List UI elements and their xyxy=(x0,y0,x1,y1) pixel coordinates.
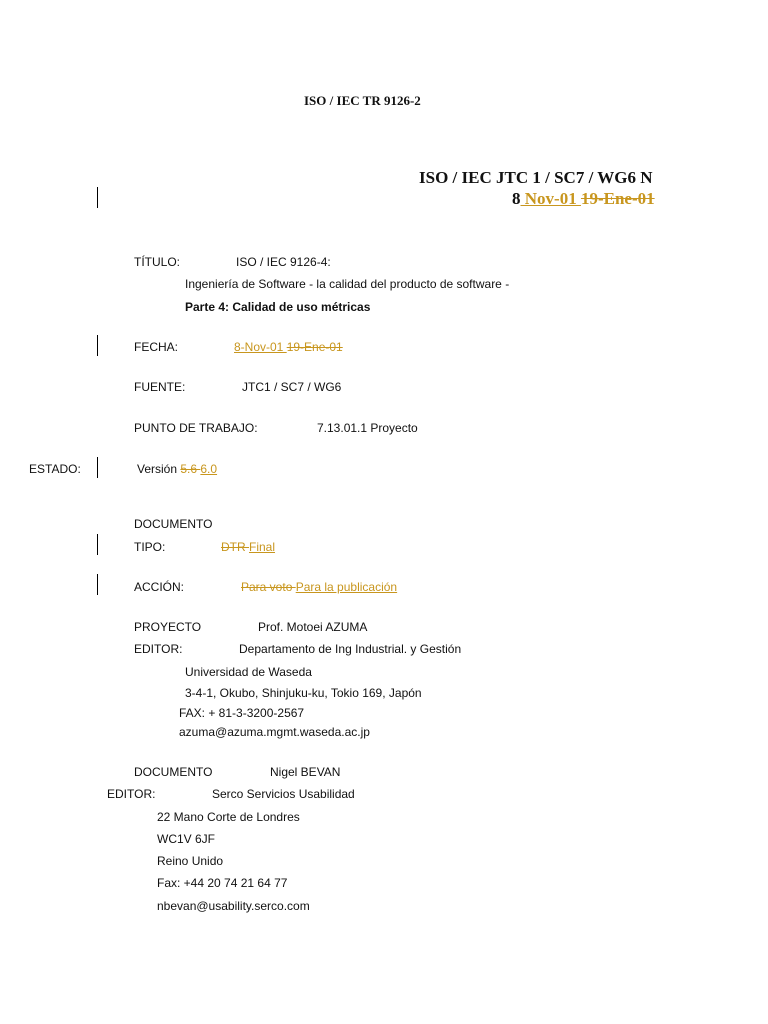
tr-title: ISO / IEC TR 9126-2 xyxy=(304,93,421,108)
fecha-value xyxy=(234,341,343,353)
proyecto-label: PROYECTO xyxy=(134,620,202,634)
tipo-inserted: Final xyxy=(249,540,276,554)
change-bar xyxy=(97,335,98,356)
proyecto-editor-name: Prof. Motoei AZUMA xyxy=(258,620,368,634)
fecha-label: FECHA: xyxy=(134,340,179,354)
proyecto-editor-university: Universidad de Waseda xyxy=(185,665,312,679)
fuente-value: JTC1 / SC7 / WG6 xyxy=(242,380,342,394)
documento-tipo-value xyxy=(221,541,275,553)
document-number-prefix: 8 xyxy=(512,189,521,208)
document-number-deleted: 19-Ene-01 xyxy=(580,189,655,208)
titulo-value: ISO / IEC 9126-4: xyxy=(236,255,331,269)
documento-editor-fax: Fax: +44 20 74 21 64 77 xyxy=(157,876,288,890)
estado-label: ESTADO: xyxy=(29,462,81,476)
estado-deleted: 5.6 xyxy=(180,462,201,476)
proyecto-editor-department: Departamento de Ing Industrial. y Gestión xyxy=(239,642,462,656)
fecha-inserted: 8-Nov-01 xyxy=(234,340,287,354)
documento-editor-company: Serco Servicios Usabilidad xyxy=(212,787,355,801)
fecha-deleted: 19-Ene-01 xyxy=(286,340,343,354)
proyecto-editor-label: EDITOR: xyxy=(134,642,183,656)
documento-editor-label2: EDITOR: xyxy=(107,787,156,801)
punto-label: PUNTO DE TRABAJO: xyxy=(134,421,258,435)
titulo-line3: Parte 4: Calidad de uso métricas xyxy=(185,300,371,314)
change-bar xyxy=(97,457,98,478)
proyecto-editor-email: azuma@azuma.mgmt.waseda.ac.jp xyxy=(179,725,370,739)
proyecto-editor-address: 3-4-1, Okubo, Shinjuku-ku, Tokio 169, Japón xyxy=(185,686,422,700)
accion-inserted: Para la publicación xyxy=(295,580,398,594)
documento-editor-email: nbevan@usability.serco.com xyxy=(157,899,310,913)
document-number xyxy=(512,190,655,207)
titulo-line2: Ingeniería de Software - la calidad del producto de software - xyxy=(185,277,510,291)
documento-tipo-label1: DOCUMENTO xyxy=(134,517,213,531)
documento-editor-street: 22 Mano Corte de Londres xyxy=(157,810,300,824)
proyecto-editor-fax: FAX: + 81-3-3200-2567 xyxy=(179,706,305,720)
estado-value xyxy=(137,463,217,475)
punto-value: 7.13.01.1 Proyecto xyxy=(317,421,418,435)
fuente-label: FUENTE: xyxy=(134,380,186,394)
tipo-deleted: DTR xyxy=(221,540,249,554)
documento-editor-name: Nigel BEVAN xyxy=(270,765,341,779)
documento-editor-postcode: WC1V 6JF xyxy=(157,832,216,846)
documento-tipo-label2: TIPO: xyxy=(134,540,166,554)
documento-editor-country: Reino Unido xyxy=(157,854,224,868)
document-number-inserted: Nov-01 xyxy=(520,189,581,208)
change-bar xyxy=(97,187,98,208)
accion-value xyxy=(241,581,397,593)
change-bar xyxy=(97,574,98,595)
titulo-label: TÍTULO: xyxy=(134,255,181,269)
estado-inserted: 6.0 xyxy=(200,462,218,476)
jtc-title: ISO / IEC JTC 1 / SC7 / WG6 N xyxy=(419,168,653,187)
accion-label: ACCIÓN: xyxy=(134,580,185,594)
documento-editor-label1: DOCUMENTO xyxy=(134,765,213,779)
change-bar xyxy=(97,534,98,555)
estado-prefix: Versión xyxy=(137,462,181,476)
accion-deleted: Para voto xyxy=(241,580,296,594)
